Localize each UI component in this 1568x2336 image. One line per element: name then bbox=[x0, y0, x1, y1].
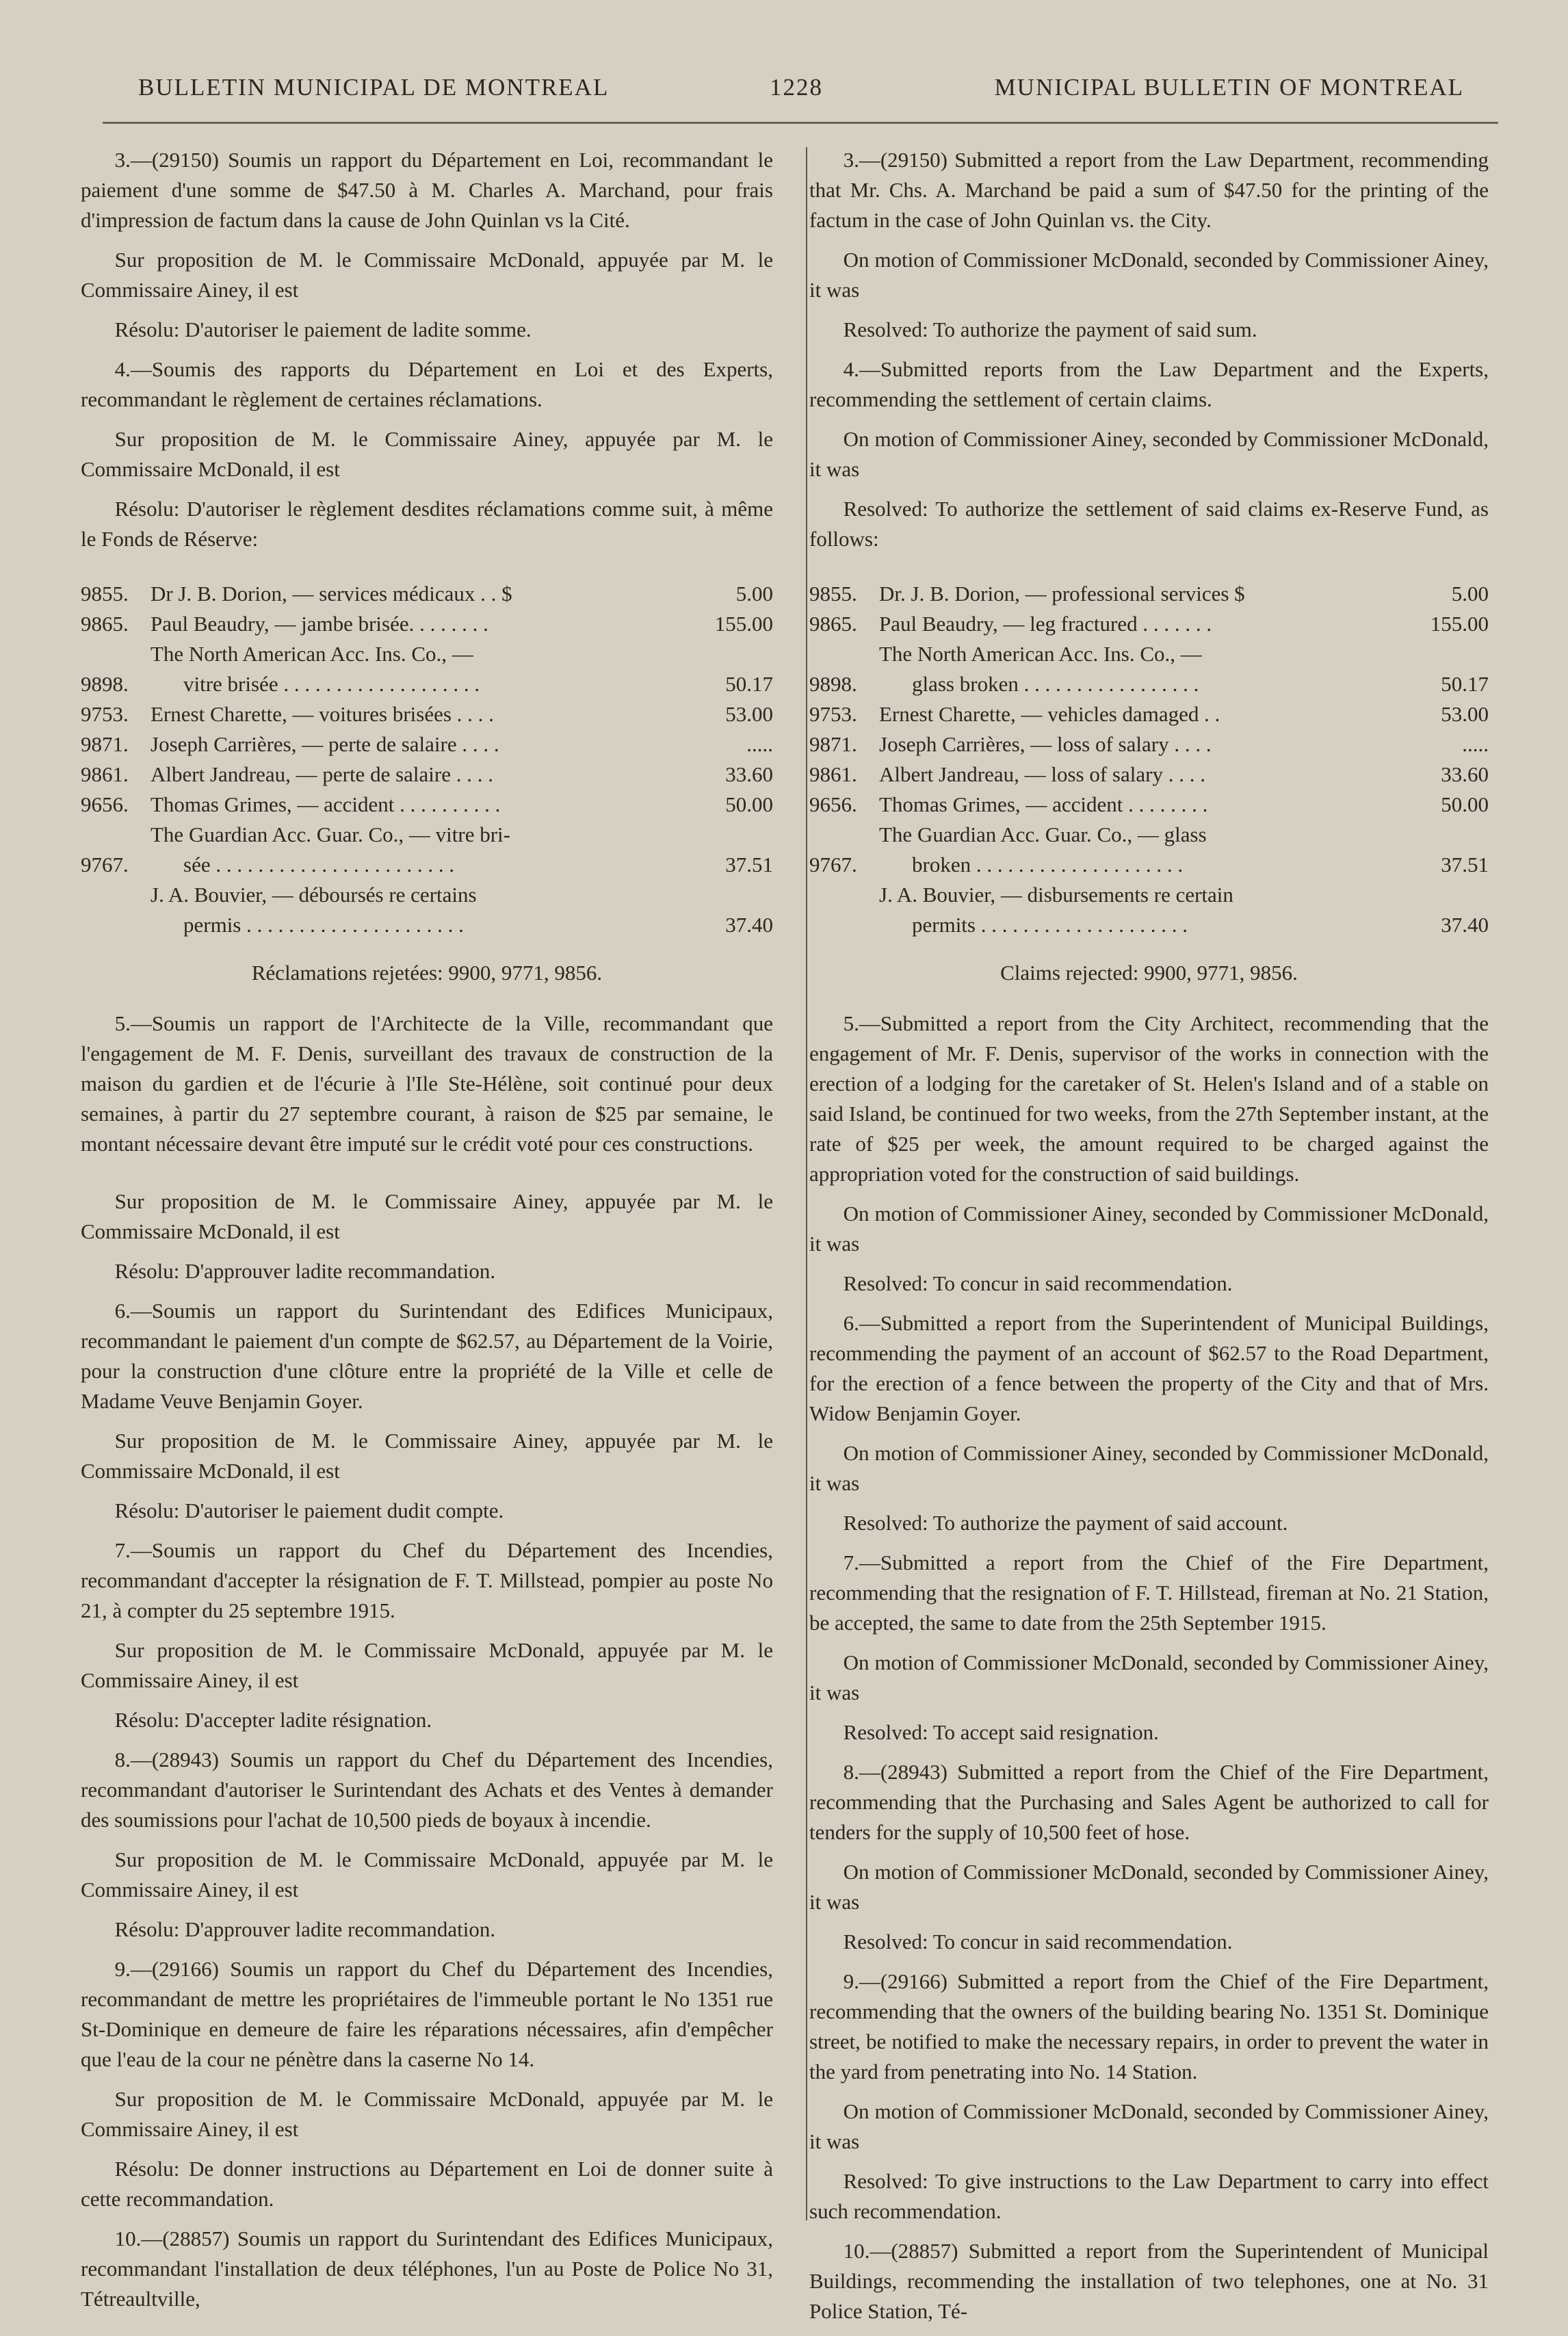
item-3-resolved: Resolved: To authorize the payment of said sum. bbox=[843, 317, 1257, 341]
claim-description: Ernest Charette, — voitures brisées . . . . bbox=[151, 702, 494, 726]
claim-description: Dr. J. B. Dorion, — professional services $ bbox=[879, 582, 1245, 606]
item-4-motion: Sur proposition de M. le Commissaire Ainey, appuyée par M. le Commissaire McDonald, il est bbox=[81, 427, 773, 481]
item-6-text: 6.—Submitted a report from the Superintendent of Municipal Buildings, recommending the payment of an account of $62.57 to the Road Department, for the erection of a fence between the property of the City and that of Mrs. Widow Benjamin Goyer. bbox=[809, 1311, 1489, 1425]
claim-number: 9865. bbox=[809, 612, 857, 636]
claim-description: J. A. Bouvier, — disbursements re certain permits . . . . . . . . . . . . . . . . . . . . bbox=[879, 883, 1233, 937]
claim-row bbox=[81, 880, 773, 940]
claim-description: Thomas Grimes, — accident . . . . . . . . . . bbox=[151, 792, 501, 816]
claim-amount: 5.00 bbox=[735, 582, 773, 606]
claim-row bbox=[81, 609, 773, 639]
item-5-motion: On motion of Commissioner Ainey, seconded by Commissioner McDonald, it was bbox=[809, 1202, 1489, 1256]
item-4-resolved: Resolved: To authorize the settlement of said claims ex-Reserve Fund, as follows: bbox=[809, 497, 1489, 551]
item-9-motion: On motion of Commissioner McDonald, seconded by Commissioner Ainey, it was bbox=[809, 2099, 1489, 2153]
claim-number: 9753. bbox=[809, 702, 857, 726]
claim-amount: 50.17 bbox=[1441, 672, 1489, 696]
item-7-motion: Sur proposition de M. le Commissaire McDonald, appuyée par M. le Commissaire Ainey, il est bbox=[81, 1638, 773, 1692]
item-4-motion: On motion of Commissioner Ainey, seconded by Commissioner McDonald, it was bbox=[809, 427, 1489, 481]
claim-description: Ernest Charette, — vehicles damaged . . bbox=[879, 702, 1220, 726]
item-9-motion: Sur proposition de M. le Commissaire McDonald, appuyée par M. le Commissaire Ainey, il est bbox=[81, 2087, 773, 2141]
item-9-text: 9.—(29166) Submitted a report from the Chief of the Fire Department, recommending that the owners of the building bearing No. 1351 St. Dominique street, be notified to make the necessary repairs, in order to prevent the water in the yard from penetrating into No. 14 Station. bbox=[809, 1969, 1489, 2084]
item-7-text: 7.—Submitted a report from the Chief of the Fire Department, recommending that the resignation of F. T. Hillstead, fireman at No. 21 Station, be accepted, the same to date from the 25th September 1915. bbox=[809, 1550, 1489, 1635]
claim-amount: 5.00 bbox=[1451, 582, 1489, 606]
claim-description: Joseph Carrières, — perte de salaire . . . . bbox=[151, 732, 499, 756]
header-title-french: BULLETIN MUNICIPAL DE MONTREAL bbox=[138, 74, 610, 101]
item-3-motion: On motion of Commissioner McDonald, seconded by Commissioner Ainey, it was bbox=[809, 248, 1489, 302]
claim-description: J. A. Bouvier, — déboursés re certains permis . . . . . . . . . . . . . . . . . . . . . bbox=[151, 883, 477, 937]
item-6-motion: On motion of Commissioner Ainey, seconded by Commissioner McDonald, it was bbox=[809, 1441, 1489, 1495]
claim-number: 9865. bbox=[81, 612, 129, 636]
claim-description: Albert Jandreau, — loss of salary . . . . bbox=[879, 762, 1205, 786]
claim-row bbox=[809, 699, 1489, 729]
claim-description: Paul Beaudry, — jambe brisée. . . . . . . . bbox=[151, 612, 488, 636]
claim-row bbox=[809, 880, 1489, 940]
claim-amount: 155.00 bbox=[714, 612, 773, 636]
claims-rejected: Réclamations rejetées: 9900, 9771, 9856. bbox=[251, 961, 603, 985]
claim-amount: 33.60 bbox=[725, 762, 773, 786]
claim-row bbox=[809, 639, 1489, 699]
claim-row bbox=[809, 609, 1489, 639]
claim-number: 9871. bbox=[81, 732, 129, 756]
claim-number: 9656. bbox=[809, 792, 857, 816]
item-5-motion: Sur proposition de M. le Commissaire Ainey, appuyée par M. le Commissaire McDonald, il est bbox=[81, 1189, 773, 1243]
item-6-resolved: Resolved: To authorize the payment of said account. bbox=[843, 1511, 1288, 1535]
item-8-motion: On motion of Commissioner McDonald, seconded by Commissioner Ainey, it was bbox=[809, 1860, 1489, 1914]
french-column bbox=[81, 145, 773, 2324]
claim-row bbox=[81, 820, 773, 880]
item-8-motion: Sur proposition de M. le Commissaire McDonald, appuyée par M. le Commissaire Ainey, il est bbox=[81, 1847, 773, 1902]
item-8-text: 8.—(28943) Soumis un rapport du Chef du Département des Incendies, recommandant d'autoriser le Surintendant des Achats et des Ventes à demander des soumissions pour l'achat de 10,500 pieds de boyaux à incendie. bbox=[81, 1748, 773, 1832]
header-rule bbox=[103, 122, 1498, 124]
claims-table bbox=[81, 579, 773, 940]
claim-row bbox=[809, 820, 1489, 880]
english-column bbox=[809, 145, 1489, 2336]
claim-description: The North American Acc. Ins. Co., — vitre brisée . . . . . . . . . . . . . . . . . . . bbox=[151, 642, 480, 696]
claim-number: 9898. bbox=[809, 672, 857, 696]
item-3-text: 3.—(29150) Submitted a report from the Law Department, recommending that Mr. Chs. A. Marchand be paid a sum of $47.50 for the printing of the factum in the case of John Quinlan vs. the City. bbox=[809, 148, 1489, 232]
item-5-text: 5.—Soumis un rapport de l'Architecte de la Ville, recommandant que l'engagement de M. F. Denis, surveillant des travaux de construction de la maison du gardien et de l'écurie à l'Ile Ste-Hélène, soit continué pour deux semaines, à partir du 27 septembre courant, à raison de $25 par semaine, le montant nécessaire devant être imputé sur le crédit voté pour ces constructions. bbox=[81, 1011, 773, 1156]
item-3-resolved: Résolu: D'autoriser le paiement de ladite somme. bbox=[114, 317, 532, 341]
claim-amount: ..... bbox=[1462, 732, 1489, 756]
item-5-resolved: Résolu: D'approuver ladite recommandation. bbox=[114, 1259, 496, 1283]
claim-number: 9871. bbox=[809, 732, 857, 756]
claim-number: 9656. bbox=[81, 792, 129, 816]
item-7-motion: On motion of Commissioner McDonald, seconded by Commissioner Ainey, it was bbox=[809, 1650, 1489, 1704]
item-4-resolved: Résolu: D'autoriser le règlement desdites réclamations comme suit, à même le Fonds de Réserve: bbox=[81, 497, 773, 551]
claims-table bbox=[809, 579, 1489, 940]
claim-row bbox=[81, 699, 773, 729]
claim-description: Albert Jandreau, — perte de salaire . . . . bbox=[151, 762, 493, 786]
page-header bbox=[130, 74, 1471, 115]
claim-amount: ..... bbox=[746, 732, 773, 756]
claim-description: Thomas Grimes, — accident . . . . . . . . bbox=[879, 792, 1208, 816]
item-8-resolved: Resolved: To concur in said recommendation. bbox=[843, 1930, 1233, 1954]
claim-row bbox=[81, 729, 773, 760]
claim-number: 9753. bbox=[81, 702, 129, 726]
claim-row bbox=[809, 729, 1489, 760]
claim-number: 9767. bbox=[809, 853, 857, 877]
claim-amount: 37.40 bbox=[725, 913, 773, 937]
claim-number: 9861. bbox=[81, 762, 129, 786]
item-7-resolved: Résolu: D'accepter ladite résignation. bbox=[114, 1708, 432, 1732]
claim-number: 9898. bbox=[81, 672, 129, 696]
claim-amount: 155.00 bbox=[1430, 612, 1489, 636]
claim-number: 9855. bbox=[81, 582, 129, 606]
claim-description: The Guardian Acc. Guar. Co., — glass broken . . . . . . . . . . . . . . . . . . . . bbox=[879, 822, 1207, 877]
item-3-text: 3.—(29150) Soumis un rapport du Département en Loi, recommandant le paiement d'une somme de $47.50 à M. Charles A. Marchand, pour frais d'impression de factum dans la cause de John Quinlan vs la Cité. bbox=[81, 148, 773, 232]
claim-amount: 53.00 bbox=[725, 702, 773, 726]
claim-row bbox=[81, 760, 773, 790]
claim-number: 9767. bbox=[81, 853, 129, 877]
item-4-text: 4.—Submitted reports from the Law Department and the Experts, recommending the settlement of certain claims. bbox=[809, 357, 1489, 411]
claim-description: Dr J. B. Dorion, — services médicaux . . $ bbox=[151, 582, 512, 606]
item-4-text: 4.—Soumis des rapports du Département en Loi et des Experts, recommandant le règlement de certaines réclamations. bbox=[81, 357, 773, 411]
claim-description: The Guardian Acc. Guar. Co., — vitre bri- sée . . . . . . . . . . . . . . . . . . . . . . . bbox=[151, 822, 510, 877]
item-6-text: 6.—Soumis un rapport du Surintendant des Edifices Municipaux, recommandant le paiement d'un compte de $62.57, au Département de la Voirie, pour la construction d'une clôture entre la propriété de la Ville et celle de Madame Veuve Benjamin Goyer. bbox=[81, 1299, 773, 1413]
claim-amount: 50.17 bbox=[725, 672, 773, 696]
item-3-motion: Sur proposition de M. le Commissaire McDonald, appuyée par M. le Commissaire Ainey, il est bbox=[81, 248, 773, 302]
claim-amount: 37.51 bbox=[725, 853, 773, 877]
claim-row bbox=[81, 790, 773, 820]
claim-number: 9855. bbox=[809, 582, 857, 606]
claim-amount: 33.60 bbox=[1441, 762, 1489, 786]
claim-description: The North American Acc. Ins. Co., — glass broken . . . . . . . . . . . . . . . . . bbox=[879, 642, 1202, 696]
claim-amount: 53.00 bbox=[1441, 702, 1489, 726]
claim-amount: 50.00 bbox=[1441, 792, 1489, 816]
item-10-text: 10.—(28857) Soumis un rapport du Surintendant des Edifices Municipaux, recommandant l'installation de deux téléphones, l'un au Poste de Police No 31, Tétreaultville, bbox=[81, 2227, 773, 2311]
header-title-english: MUNICIPAL BULLETIN OF MONTREAL bbox=[994, 74, 1464, 101]
claim-number: 9861. bbox=[809, 762, 857, 786]
page-number: 1228 bbox=[770, 74, 823, 101]
column-divider bbox=[806, 147, 807, 2220]
claim-amount: 50.00 bbox=[725, 792, 773, 816]
item-8-text: 8.—(28943) Submitted a report from the Chief of the Fire Department, recommending that the Purchasing and Sales Agent be authorized to call for tenders for the supply of 10,500 feet of hose. bbox=[809, 1760, 1489, 1844]
claims-rejected: Claims rejected: 9900, 9771, 9856. bbox=[1000, 961, 1298, 985]
item-8-resolved: Résolu: D'approuver ladite recommandation. bbox=[114, 1917, 496, 1941]
claim-amount: 37.40 bbox=[1441, 913, 1489, 937]
claim-description: Paul Beaudry, — leg fractured . . . . . . . bbox=[879, 612, 1212, 636]
claim-row bbox=[809, 760, 1489, 790]
item-9-text: 9.—(29166) Soumis un rapport du Chef du Département des Incendies, recommandant de mettre les propriétaires de l'immeuble portant le No 1351 rue St-Dominique en demeure de faire les réparations nécessaires, afin d'empêcher que l'eau de la cour ne pénètre dans la caserne No 14. bbox=[81, 1957, 773, 2071]
item-9-resolved: Résolu: De donner instructions au Département en Loi de donner suite à cette recommandation. bbox=[81, 2157, 773, 2211]
item-10-text: 10.—(28857) Submitted a report from the Superintendent of Municipal Buildings, recommending the installation of two telephones, one at No. 31 Police Station, Té- bbox=[809, 2239, 1489, 2323]
claim-amount: 37.51 bbox=[1441, 853, 1489, 877]
claim-row bbox=[81, 639, 773, 699]
item-5-resolved: Resolved: To concur in said recommendation. bbox=[843, 1271, 1233, 1295]
claim-row bbox=[809, 579, 1489, 609]
item-7-resolved: Resolved: To accept said resignation. bbox=[843, 1720, 1159, 1744]
item-7-text: 7.—Soumis un rapport du Chef du Département des Incendies, recommandant d'accepter la résignation de F. T. Millstead, pompier au poste No 21, à compter du 25 septembre 1915. bbox=[81, 1538, 773, 1622]
item-6-resolved: Résolu: D'autoriser le paiement dudit compte. bbox=[114, 1498, 504, 1522]
item-6-motion: Sur proposition de M. le Commissaire Ainey, appuyée par M. le Commissaire McDonald, il est bbox=[81, 1429, 773, 1483]
claim-row bbox=[81, 579, 773, 609]
item-5-text: 5.—Submitted a report from the City Architect, recommending that the engagement of Mr. F. Denis, supervisor of the works in connection with the erection of a lodging for the caretaker of St. Helen's Island and of a stable on said Island, be continued for two weeks, from the 27th September instant, at the rate of $25 per week, the amount required to be charged against the appropriation voted for the construction of said buildings. bbox=[809, 1011, 1489, 1186]
claim-row bbox=[809, 790, 1489, 820]
item-9-resolved: Resolved: To give instructions to the Law Department to carry into effect such recommendation. bbox=[809, 2169, 1489, 2223]
claim-description: Joseph Carrières, — loss of salary . . . . bbox=[879, 732, 1212, 756]
